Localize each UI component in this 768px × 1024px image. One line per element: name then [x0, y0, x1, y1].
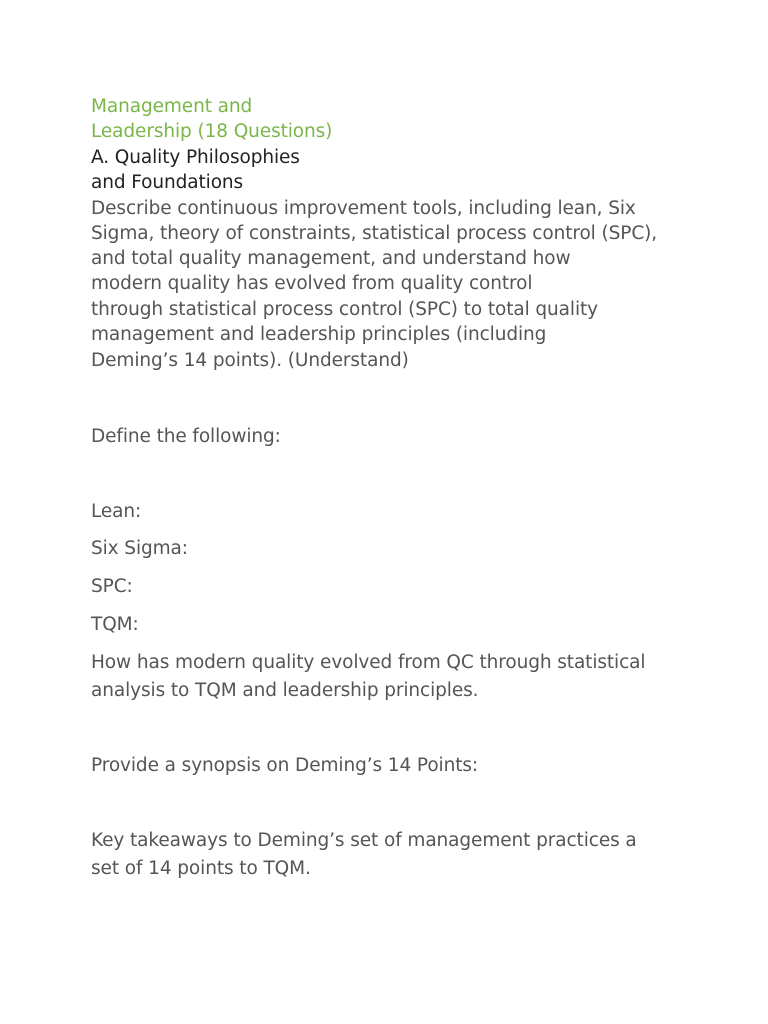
description-line: through statistical process control (SPC) to total quality — [91, 299, 598, 320]
takeaways-prompt: Key takeaways to Deming’s set of management practices a — [91, 830, 637, 851]
synopsis-prompt: Provide a synopsis on Deming’s 14 Points: — [91, 755, 479, 776]
evolution-question: How has modern quality evolved from QC through statistical — [91, 652, 646, 673]
section-heading: Leadership (18 Questions) — [91, 121, 333, 142]
description-line: modern quality has evolved from quality control — [91, 273, 533, 294]
description-line: management and leadership principles (including — [91, 324, 547, 345]
description-line: Deming’s 14 points). (Understand) — [91, 350, 409, 371]
define-prompt: Define the following: — [91, 426, 281, 447]
section-heading: Management and — [91, 96, 253, 117]
term-tqm: TQM: — [91, 614, 139, 635]
description-line: Describe continuous improvement tools, including lean, Six — [91, 198, 636, 219]
subheading: A. Quality Philosophies — [91, 147, 300, 168]
subheading: and Foundations — [91, 172, 244, 193]
description-line: Sigma, theory of constraints, statistical process control (SPC), — [91, 223, 658, 244]
takeaways-prompt: set of 14 points to TQM. — [91, 858, 311, 879]
evolution-question: analysis to TQM and leadership principles. — [91, 680, 479, 701]
term-six-sigma: Six Sigma: — [91, 538, 188, 559]
description-line: and total quality management, and understand how — [91, 248, 571, 269]
term-spc: SPC: — [91, 576, 133, 597]
term-lean: Lean: — [91, 501, 142, 522]
